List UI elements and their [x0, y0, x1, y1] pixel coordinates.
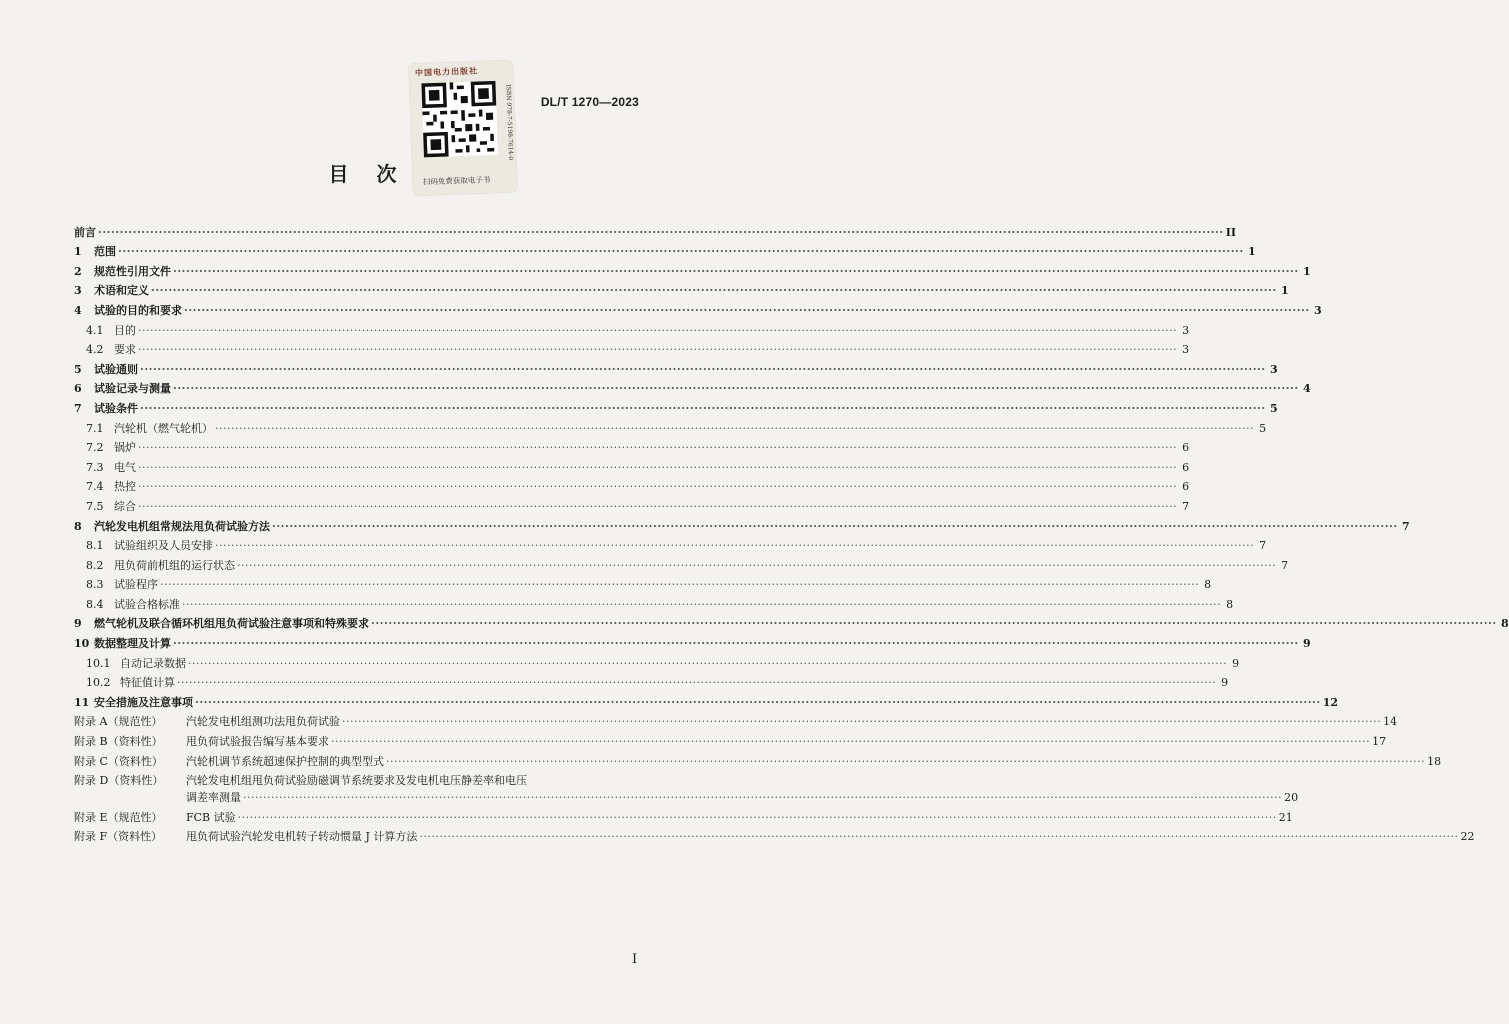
- toc-entry-number: 8.3: [86, 578, 104, 592]
- toc-entry-title: 试验记录与测量: [94, 382, 171, 396]
- toc-leader-dots: ····································································································································································································································································: [140, 362, 1266, 376]
- toc-entry-title: 试验组织及人员安排: [114, 539, 213, 553]
- toc-entry-number: 附录 F（资料性）: [74, 830, 163, 844]
- publisher-brand: 中国电力出版社: [414, 65, 479, 78]
- toc-entry-title: 安全措施及注意事项: [94, 695, 193, 709]
- toc-leader-dots: ····································································································································································································································································: [419, 830, 1459, 844]
- standard-code: DL/T 1270—2023: [540, 95, 639, 109]
- toc-entry-number: 6: [74, 382, 82, 396]
- toc-subsection-entry[interactable]: [74, 572, 1212, 592]
- toc-entry-title-continued: 调差率测量: [186, 791, 241, 805]
- toc-title: 目次: [328, 162, 425, 186]
- toc-entry-title: 特征值计算: [120, 676, 175, 690]
- toc-section-entry[interactable]: [74, 356, 1278, 376]
- toc-entry-page: 5: [1259, 421, 1267, 435]
- toc-entry-page: 3: [1182, 323, 1190, 337]
- toc-entry-number: 附录 C（资料性）: [74, 754, 163, 768]
- toc-entry-number: 5: [74, 362, 82, 376]
- toc-appendix-entry[interactable]: [74, 728, 1387, 749]
- toc-entry-number: 4.2: [86, 343, 104, 357]
- toc-entry-number: 7.5: [86, 499, 104, 513]
- toc-appendix-entry[interactable]: [74, 748, 1442, 768]
- toc-entry-number: 9: [74, 617, 82, 631]
- toc-entry-number: 8.1: [86, 539, 104, 553]
- toc-entry-number: 1: [74, 245, 82, 259]
- toc-leader-dots: ····································································································································································································································································: [173, 382, 1299, 396]
- toc-entry-title: 规范性引用文件: [94, 264, 171, 278]
- toc-appendix-entry[interactable]: [74, 768, 656, 788]
- toc-entry-page: 3: [1182, 343, 1190, 357]
- toc-leader-dots: ····································································································································································································································································: [138, 460, 1178, 474]
- table-of-contents: [74, 219, 1509, 844]
- toc-entry-page: 9: [1232, 656, 1240, 670]
- toc-entry-title: 甩负荷试验报告编写基本要求: [186, 735, 329, 749]
- toc-subsection-entry[interactable]: [74, 337, 1190, 357]
- toc-entry-title: 汽轮发电机组甩负荷试验励磁调节系统要求及发电机电压静差率和电压: [186, 774, 527, 788]
- toc-entry-number: 8.4: [86, 597, 104, 611]
- toc-entry-number: 8.2: [86, 558, 104, 572]
- toc-entry-number: 附录 B（资料性）: [74, 735, 163, 749]
- toc-leader-dots: ····································································································································································································································································: [173, 264, 1299, 278]
- toc-entry-title: 燃气轮机及联合循环机组甩负荷试验注意事项和特殊要求: [94, 617, 369, 631]
- toc-section-entry[interactable]: [74, 611, 1509, 631]
- toc-entry-page: II: [1225, 225, 1236, 239]
- toc-entry-page: 17: [1372, 735, 1387, 749]
- toc-entry-number: 7.1: [86, 421, 104, 435]
- toc-entry-page: 22: [1460, 830, 1475, 844]
- toc-section-entry[interactable]: [74, 239, 1256, 259]
- toc-leader-dots: ····································································································································································································································································: [98, 225, 1224, 239]
- toc-leader-dots: ····································································································································································································································································: [138, 441, 1178, 455]
- toc-leader-dots: ····································································································································································································································································: [215, 539, 1255, 553]
- toc-entry-number: 7.3: [86, 460, 104, 474]
- toc-entry-page: 7: [1281, 558, 1289, 572]
- toc-leader-dots: ····································································································································································································································································: [195, 695, 1321, 709]
- toc-entry-title: 试验通则: [94, 362, 138, 376]
- toc-entry-number: 10.2: [86, 676, 111, 690]
- page-number: I: [632, 952, 638, 967]
- toc-section-entry[interactable]: [74, 689, 1339, 709]
- toc-entry-title: 要求: [114, 343, 136, 357]
- toc-leader-dots: ····································································································································································································································································: [151, 284, 1277, 298]
- toc-leader-dots: ····································································································································································································································································: [140, 401, 1266, 415]
- toc-entry-page: 4: [1303, 382, 1311, 396]
- toc-entry-title: 试验合格标准: [114, 597, 180, 611]
- toc-leader-dots: ····································································································································································································································································: [215, 421, 1255, 435]
- toc-entry-number: 4: [74, 303, 82, 317]
- isbn-text: ISBN 978-7-5198-7614-0: [504, 84, 515, 161]
- toc-entry-number: 附录 A（规范性）: [74, 715, 163, 729]
- toc-entry-title: FCB 试验: [186, 810, 236, 824]
- toc-entry-page: 9: [1221, 676, 1229, 690]
- toc-subsection-entry[interactable]: [74, 415, 1267, 435]
- toc-entry-number: 10: [74, 637, 90, 651]
- toc-appendix-entry[interactable]: [74, 804, 1293, 824]
- toc-entry-page: 21: [1278, 810, 1293, 824]
- toc-section-entry[interactable]: [74, 278, 1289, 298]
- toc-leader-dots: ····································································································································································································································································: [118, 245, 1244, 259]
- qr-caption: 扫码免费获取电子书: [422, 175, 491, 187]
- toc-entry-title: 目的: [114, 323, 136, 337]
- toc-entry-title: 试验条件: [94, 401, 138, 415]
- toc-leader-dots: ····································································································································································································································································: [138, 343, 1178, 357]
- toc-entry-title: 数据整理及计算: [94, 637, 171, 651]
- toc-entry-page: 3: [1270, 362, 1278, 376]
- toc-subsection-entry[interactable]: [74, 493, 1190, 513]
- toc-entry-number: 7.4: [86, 480, 104, 494]
- toc-appendix-entry[interactable]: [74, 709, 1398, 729]
- toc-leader-dots: ····································································································································································································································································: [331, 735, 1371, 749]
- toc-section-entry[interactable]: [74, 395, 1278, 415]
- toc-entry-page: 18: [1427, 754, 1442, 768]
- toc-entry-title: 前言: [74, 225, 96, 239]
- toc-subsection-entry[interactable]: [74, 533, 1267, 553]
- toc-leader-dots: ····································································································································································································································································: [184, 303, 1310, 317]
- toc-leader-dots: ····································································································································································································································································: [237, 810, 1277, 824]
- toc-entry-page: 5: [1270, 401, 1278, 415]
- toc-leader-dots: ····································································································································································································································································: [243, 791, 1283, 805]
- toc-entry-title: 术语和定义: [94, 284, 149, 298]
- toc-entry-page: 1: [1248, 245, 1256, 259]
- toc-leader-dots: ····································································································································································································································································: [160, 578, 1200, 592]
- toc-entry-title: 锅炉: [114, 441, 136, 455]
- toc-leader-dots: ····································································································································································································································································: [138, 499, 1178, 513]
- toc-leader-dots: ····································································································································································································································································: [188, 656, 1228, 670]
- toc-leader-dots: ····································································································································································································································································: [177, 676, 1217, 690]
- toc-entry-number: 2: [74, 264, 82, 278]
- toc-entry-title: 汽轮发电机组常规法甩负荷试验方法: [94, 519, 270, 533]
- toc-entry-page: 7: [1259, 539, 1267, 553]
- toc-entry-page: 12: [1322, 695, 1339, 709]
- toc-entry-title: 汽轮发电机组测功法甩负荷试验: [186, 715, 340, 729]
- toc-section-entry[interactable]: [74, 258, 1311, 278]
- toc-entry-number: 10.1: [86, 656, 111, 670]
- toc-subsection-entry[interactable]: [74, 435, 1190, 455]
- toc-entry-number: 11: [74, 695, 90, 709]
- toc-entry-continuation[interactable]: [74, 787, 1299, 805]
- toc-entry-title: 热控: [114, 480, 136, 494]
- toc-leader-dots: ····································································································································································································································································: [237, 558, 1277, 572]
- toc-entry-number: 附录 D（资料性）: [74, 774, 164, 788]
- qr-code-icon: [421, 81, 498, 158]
- toc-entry-page: 8: [1226, 597, 1234, 611]
- toc-entry-page: 8: [1204, 578, 1212, 592]
- toc-entry-number: 7.2: [86, 441, 104, 455]
- toc-entry-number: 3: [74, 284, 82, 298]
- toc-entry-number: 4.1: [86, 323, 104, 337]
- toc-entry-page: 7: [1402, 519, 1410, 533]
- toc-entry-page: 14: [1383, 715, 1398, 729]
- toc-entry-title: 汽轮机（燃气轮机）: [114, 421, 213, 435]
- toc-subsection-entry[interactable]: [74, 650, 1240, 670]
- toc-entry-page: 1: [1303, 264, 1311, 278]
- toc-leader-dots: ····································································································································································································································································: [342, 715, 1382, 729]
- toc-entry-title: 电气: [114, 460, 136, 474]
- toc-section-entry[interactable]: [74, 376, 1311, 396]
- toc-entry-title: 试验程序: [114, 578, 158, 592]
- toc-subsection-entry[interactable]: [74, 552, 1289, 572]
- toc-entry-page: 20: [1284, 791, 1299, 805]
- toc-entry-page: 6: [1182, 480, 1190, 494]
- toc-section-entry[interactable]: [74, 513, 1410, 533]
- toc-entry-title: 综合: [114, 499, 136, 513]
- toc-subsection-entry[interactable]: [74, 670, 1229, 690]
- toc-appendix-entry[interactable]: [74, 824, 1475, 844]
- toc-section-entry[interactable]: [74, 219, 1236, 239]
- toc-leader-dots: ····································································································································································································································································: [173, 637, 1299, 651]
- toc-entry-title: 范围: [94, 245, 116, 259]
- toc-entry-title: 甩负荷前机组的运行状态: [114, 558, 235, 572]
- toc-subsection-entry[interactable]: [74, 591, 1234, 611]
- toc-entry-page: 8: [1501, 617, 1509, 631]
- toc-subsection-entry[interactable]: [74, 454, 1190, 474]
- toc-leader-dots: ····································································································································································································································································: [138, 480, 1178, 494]
- toc-leader-dots: ····································································································································································································································································: [371, 617, 1497, 631]
- toc-entry-page: 6: [1182, 460, 1190, 474]
- toc-entry-title: 汽轮机调节系统超速保护控制的典型型式: [186, 754, 384, 768]
- toc-leader-dots: ····································································································································································································································································: [272, 519, 1398, 533]
- toc-entry-page: 3: [1314, 303, 1322, 317]
- toc-entry-page: 6: [1182, 441, 1190, 455]
- toc-entry-page: 1: [1281, 284, 1289, 298]
- toc-subsection-entry[interactable]: [74, 474, 1190, 494]
- toc-leader-dots: ····································································································································································································································································: [138, 323, 1178, 337]
- toc-leader-dots: ····································································································································································································································································: [182, 597, 1222, 611]
- toc-entry-number: 附录 E（规范性）: [74, 810, 163, 824]
- toc-subsection-entry[interactable]: [74, 317, 1190, 337]
- toc-entry-title: 甩负荷试验汽轮发电机转子转动惯量 J 计算方法: [186, 830, 418, 844]
- toc-entry-title: 自动记录数据: [120, 656, 186, 670]
- toc-entry-page: 9: [1303, 637, 1311, 651]
- toc-section-entry[interactable]: [74, 630, 1311, 651]
- toc-entry-page: 7: [1182, 499, 1190, 513]
- toc-leader-dots: ····································································································································································································································································: [386, 754, 1426, 768]
- toc-entry-number: 8: [74, 519, 82, 533]
- toc-section-entry[interactable]: [74, 297, 1322, 317]
- toc-entry-number: 7: [74, 401, 82, 415]
- toc-entry-title: 试验的目的和要求: [94, 303, 182, 317]
